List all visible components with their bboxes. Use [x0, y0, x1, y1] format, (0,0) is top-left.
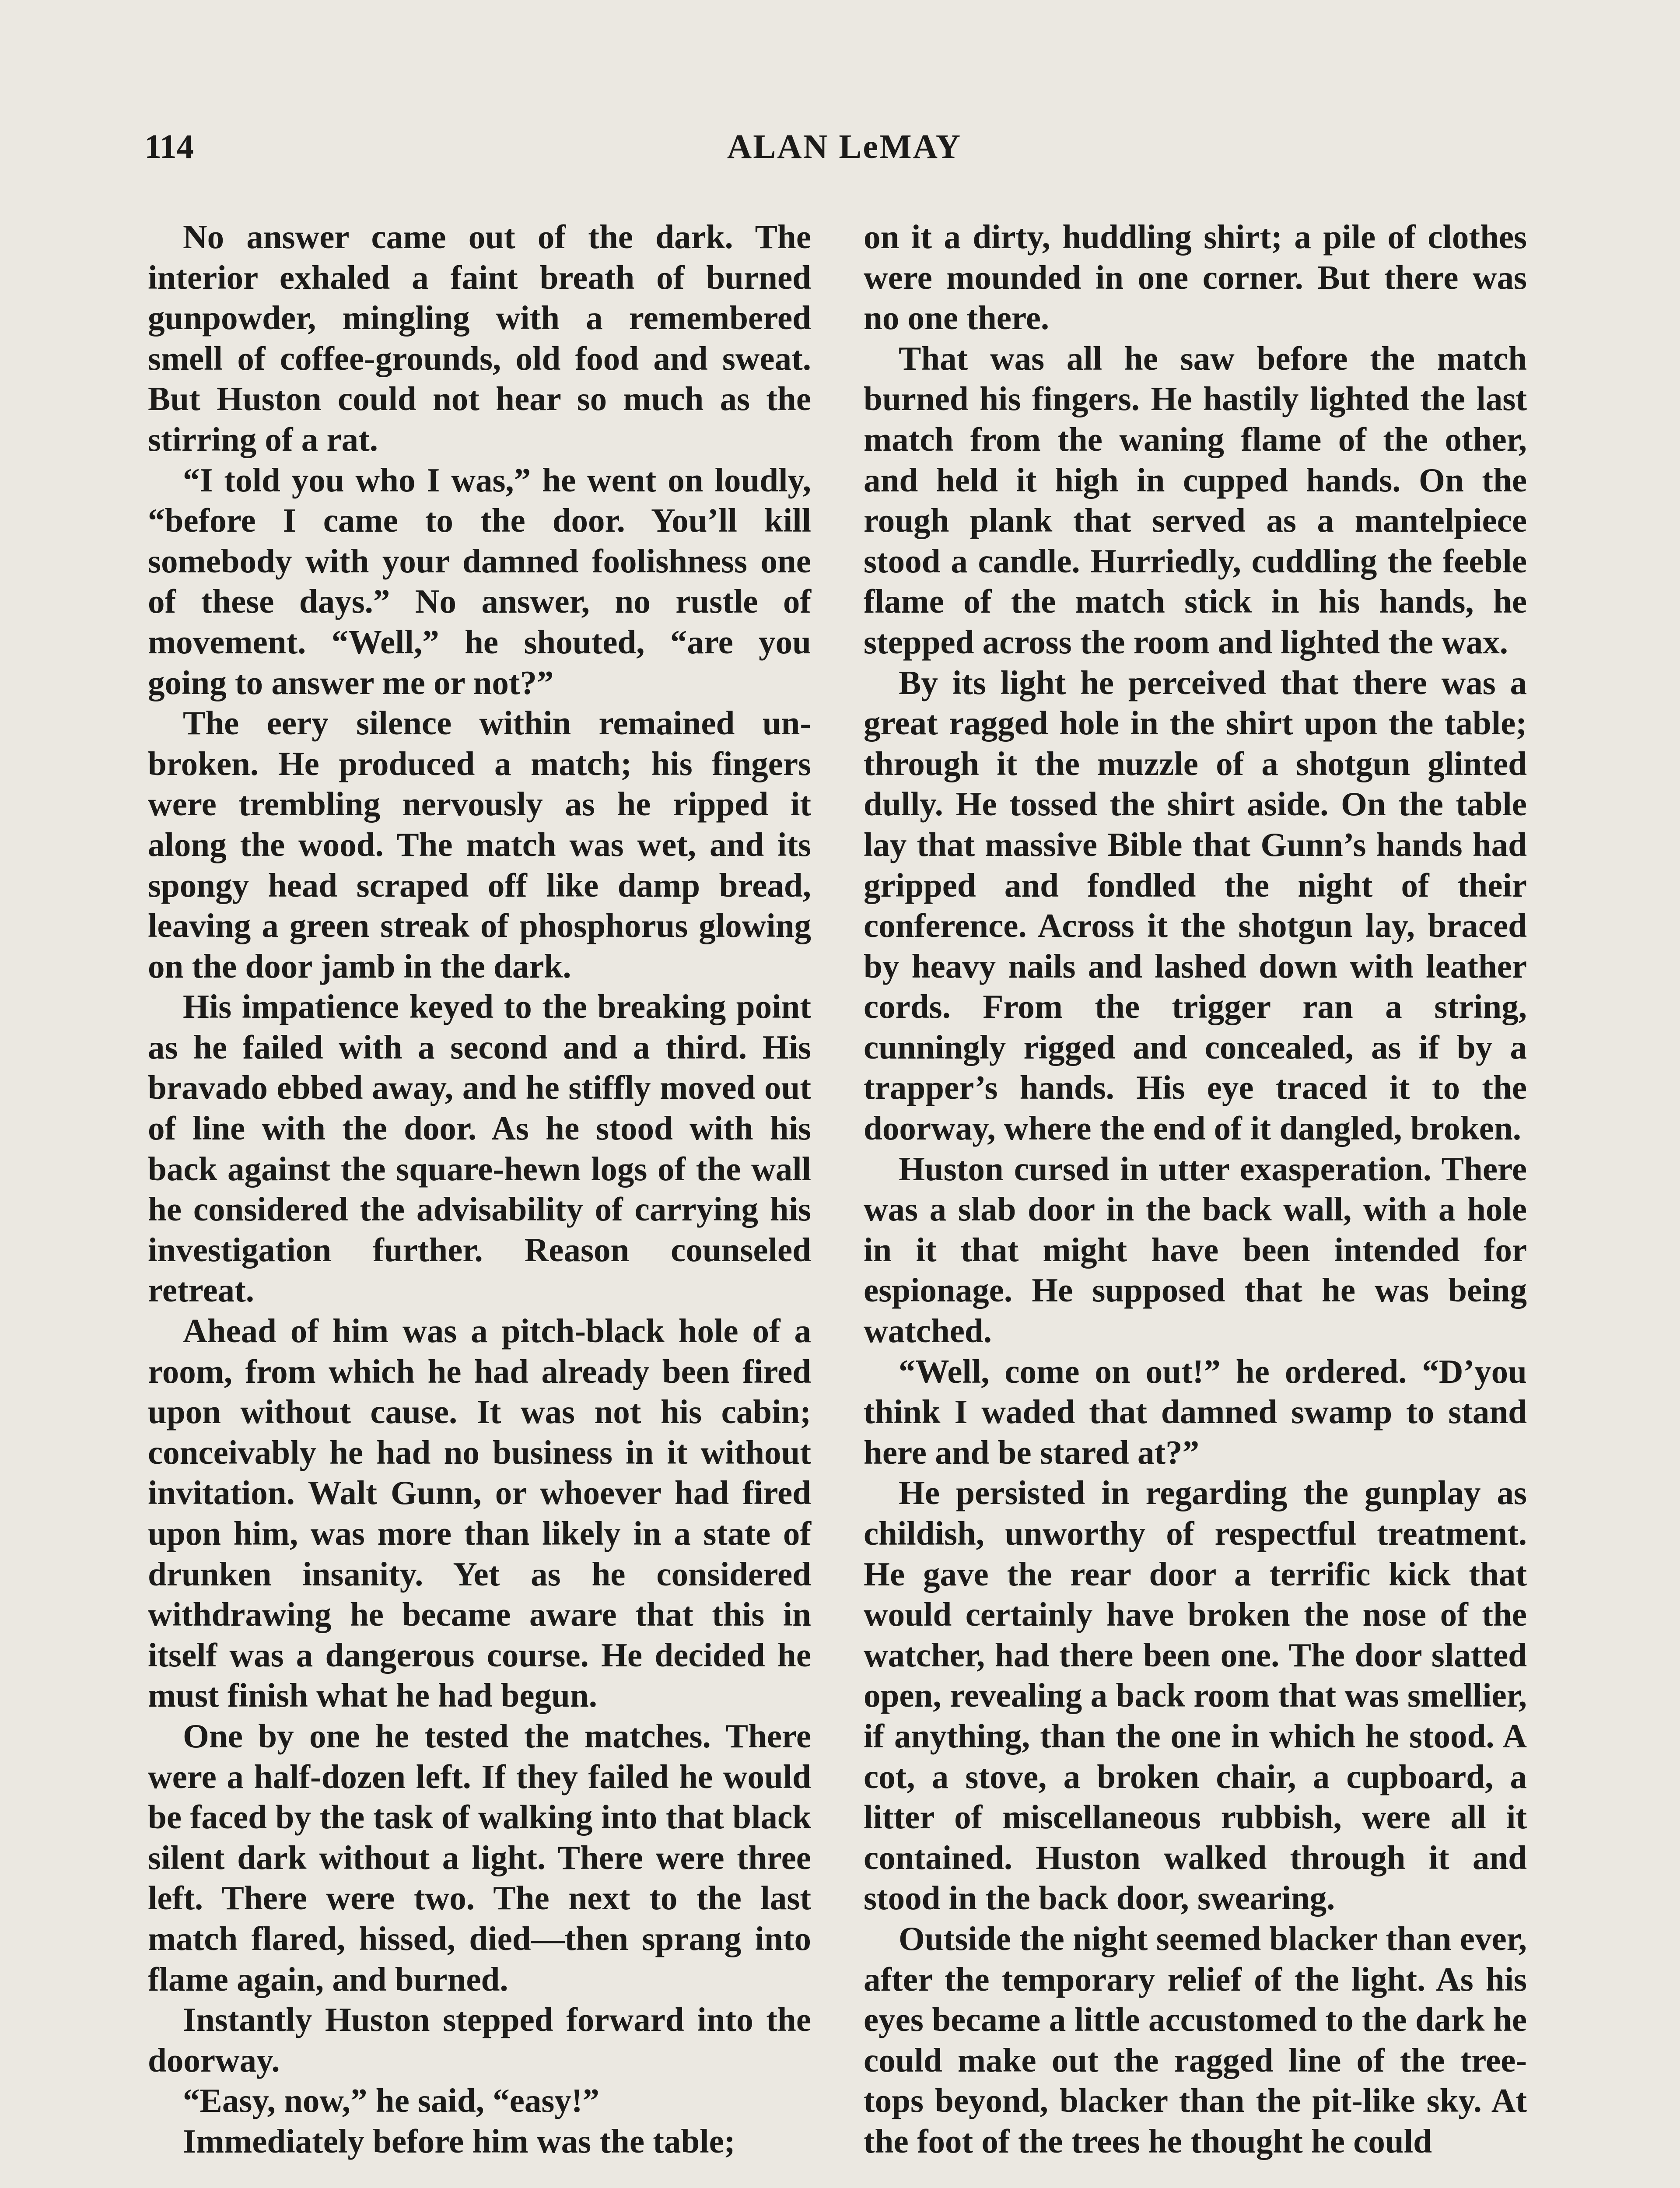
left-column [148, 217, 811, 2162]
paragraph: No answer came out of the dark. The interior exhaled a faint breath of burned gunpowder, mingling with a remembered smell of coffee-grounds, old food and sweat. But Huston could not hear so much as the stirring of a rat. [148, 218, 811, 458]
paragraph: Ahead of him was a pitch-black hole of a room, from which he had already been fired upon without cause. It was not his cabin; conceivably he had no business in it without invitation. Walt Gunn, or whoever had fired upon him, was more than likely in a state of drunken insanity. Yet as he considered withdrawing he became aware that this in itself was a dangerous course. He decided he must finish what he had begun. [148, 1312, 811, 1715]
paragraph: “Easy, now,” he said, “easy!” [183, 2082, 599, 2120]
paragraph: Huston cursed in utter exasperation. There was a slab door in the back wall, with a hole in it that might have been intended for espionage. He supposed that he was being watched. [864, 1150, 1527, 1350]
paragraph: His impatience keyed to the breaking point as he failed with a second and a third. His bravado ebbed away, and he stiffly moved out of line with the door. As he stood with his back against the square-hewn logs of the wall he considered the advisability of carrying his investigation further. Reason counseled retreat. [148, 988, 811, 1309]
paragraph: One by one he tested the matches. There were a half-dozen left. If they failed he would be faced by the task of walking into that black silent dark without a light. There were three left. There were two. The next to the last match flared, hissed, died—then sprang into flame again, and burned. [148, 1717, 811, 1998]
page-header [144, 127, 1544, 179]
paragraph: By its light he perceived that there was a great ragged hole in the shirt upon the table; through it the muzzle of a shotgun glinted dully. He tossed the shirt aside. On the table lay that massive Bible that Gunn’s hands had gripped and fondled the night of their conference. Across it the shotgun lay, braced by heavy nails and lashed down with leather cords. From the trigger ran a string, cunningly rigged and concealed, as if by a trapper’s hands. His eye traced it to the doorway, where the end of it dangled, broken. [864, 663, 1527, 1147]
right-column [864, 217, 1527, 2162]
paragraph-continuation: on it a dirty, huddling shirt; a pile of clothes were mounded in one corner. But there was no one there. [864, 218, 1527, 337]
paragraph: “Well, come on out!” he ordered. “D’you think I waded that damned swamp to stand here and be stared at?” [864, 1352, 1527, 1471]
paragraph: He persisted in regarding the gunplay as childish, unworthy of respectful treatment. He gave the rear door a terrific kick that would certainly have broken the nose of the watcher, had there been one. The door slatted open, revealing a back room that was smellier, if anything, than the one in which he stood. A cot, a stove, a broken chair, a cupboard, a litter of miscellaneous rubbish, were all it contained. Huston walked through it and stood in the back door, swearing. [864, 1474, 1527, 1917]
paragraph: Instantly Huston stepped forward into the doorway. [148, 2001, 811, 2079]
paragraph: That was all he saw before the match burned his fingers. He hastily lighted the last match from the waning flame of the other, and held it high in cupped hands. On the rough plank that served as a mantelpiece stood a candle. Hurriedly, cuddling the feeble flame of the match stick in his hands, he stepped across the room and lighted the wax. [864, 339, 1527, 661]
paragraph: Immediately before him was the table; [183, 2122, 735, 2160]
page-number: 114 [144, 127, 194, 165]
paragraph: “I told you who I was,” he went on loudly, “before I came to the door. You’ll kill somebody with your damned foolishness one of these days.” No answer, no rustle of movement. “Well,” he shouted, “are you going to answer me or not?” [148, 461, 811, 701]
running-head: ALAN LeMAY [727, 127, 962, 165]
paragraph: The eery silence within remained unbroken. He produced a match; his fingers were trembling nervously as he ripped it along the wood. The match was wet, and its spongy head scraped off like damp bread, leaving a green streak of phosphorus glowing on the door jamb in the dark. [148, 704, 811, 985]
paragraph: Outside the night seemed blacker than ever, after the temporary relief of the light. As his eyes became a little accustomed to the dark he could make out the ragged line of the tree-tops beyond, blacker than the pit-like sky. At the foot of the trees he thought he could [864, 1919, 1527, 2160]
